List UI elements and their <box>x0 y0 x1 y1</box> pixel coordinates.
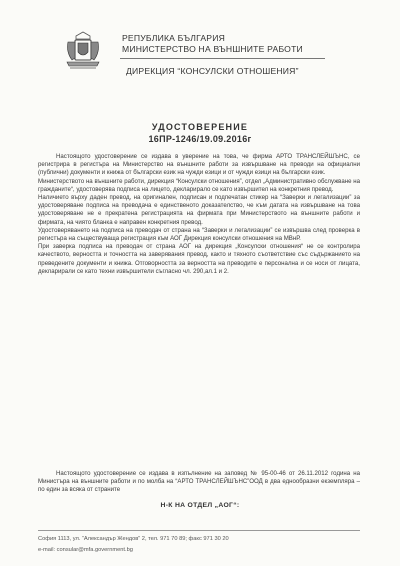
signature-label: Н-К НА ОТДЕЛ „АОГ“: <box>160 502 240 509</box>
footer-divider <box>38 530 360 531</box>
bulgarian-coat-of-arms-icon <box>64 30 102 70</box>
paragraph-responsibility: При заверка подписа на преводач от страна АОГ на дирекция „Консулски отношения“ не се контролира качеството, верността и точността на заверявания превод, както и тяхното съответствие със съдържанието на преведените документи и книжа. Отговорността за верността на преводите е персонална и се носи от лицата, декларирали се като техни извършители съгласно чл. 290,ал.1 и 2. <box>38 243 360 275</box>
document-title: УДОСТОВЕРЕНИЕ <box>151 122 249 132</box>
paragraph-registration: Настоящото удостоверение се издава в уверение на това, че фирма АРТО ТРАНСЛЕЙШЪНС, се регистрира в регистъра на Министерство на външните работи за извършване на преводи на официални (публични) документи и книжа от български език на чужди езици и от чужди езици на български език. <box>38 153 360 177</box>
header-ministry: МИНИСТЕРСТВО НА ВЪНШНИТЕ РАБОТИ <box>122 44 303 54</box>
header-divider <box>120 58 325 59</box>
document-number: 16ПР-1246/19.09.2016г <box>148 134 252 144</box>
footer-email: e-mail: consular@mfa.government.bg <box>38 547 133 553</box>
footer-address: София 1113, ул. “Александър Жендов” 2, тел. 971 70 89; факс 971 30 20 <box>38 536 229 542</box>
header-directorate: ДИРЕКЦИЯ “КОНСУЛСКИ ОТНОШЕНИЯ” <box>126 66 299 76</box>
paragraph-signature-certification: Министерството на външните работи, дирекция “Консулски отношения”, отдел „Административно обслужване на гражданите“, удостоверява подписа на лицето, декларирало се като извършител на конкретния превод. <box>38 177 360 193</box>
closing-section <box>38 470 360 495</box>
certificate-body <box>38 153 360 276</box>
paragraph-verification: Удостоверяването на подписа на преводач от страна на “Заверки и легализации” се извършва след проверка в регистъра на съществуваща регистрация към АОГ Дирекция консулски отношения на МВнР. <box>38 226 360 243</box>
header-country: РЕПУБЛИКА БЪЛГАРИЯ <box>122 33 226 43</box>
paragraph-sticker: Наличието върху даден превод, на оригинален, подписан и подпечатан стикер на “Заверки и легализации” за удостоверяване подписа на преводача е единственото доказателство, че към датата на извършване на това удостоверяване не е прекратена регистрацията на фирмата при Министерството на външните работи и фирмата, на чиято бланка е направен конкретния превод. <box>38 194 360 226</box>
paragraph-order: Настоящото удостоверение се издава в изпълнение на заповед № 95-00-46 от 26.11.2012 година на Министъра на външните работи и по молба на “АРТО ТРАНСЛЕЙШЪНС”ООД в два еднообразни екземпляра – по един за всяка от страните <box>38 470 360 494</box>
